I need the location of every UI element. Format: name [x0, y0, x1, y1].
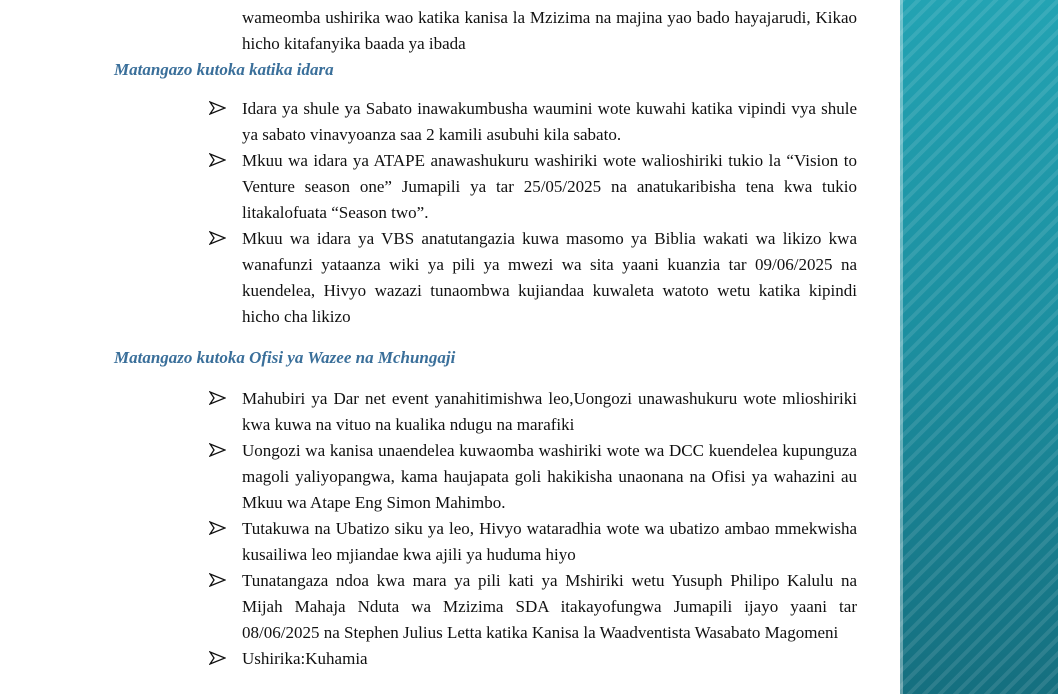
list-item: [0, 96, 857, 148]
departments-announcement-list: [0, 96, 857, 330]
arrowhead-bullet-icon: [209, 101, 226, 115]
list-item-text: Idara ya shule ya Sabato inawakumbusha waumini wote kuwahi katika vipindi vya shule ya sabato vinavyoanza saa 2 kamili asubuhi kila sabato.: [242, 99, 857, 144]
arrowhead-bullet-icon: [209, 573, 226, 587]
arrowhead-bullet-icon: [209, 153, 226, 167]
list-item: [0, 516, 857, 568]
list-item-text: Mkuu wa idara ya VBS anatutangazia kuwa masomo ya Biblia wakati wa likizo kwa wanafunzi yataanza wiki ya pili ya mwezi wa sita yaani kuanzia tar 09/06/2025 na kuendelea, Hivyo wazazi tunaombwa kujiandaa kuwaleta watoto wetu katika kipindi hicho cha likizo: [242, 229, 857, 326]
list-item: [0, 568, 857, 646]
section-heading-departments: Matangazo kutoka katika idara: [114, 60, 334, 79]
decorative-side-band: [900, 0, 1058, 694]
arrowhead-bullet-icon: [209, 651, 226, 665]
arrowhead-bullet-icon: [209, 391, 226, 405]
list-item-text: Mkuu wa idara ya ATAPE anawashukuru washiriki wote walioshiriki tukio la “Vision to Venture season one” Jumapili ya tar 25/05/2025 na anatukaribisha tena kwa tukio litakalofuata “Season two”.: [242, 151, 857, 222]
list-item-text: Tutakuwa na Ubatizo siku ya leo, Hivyo wataradhia wote wa ubatizo ambao mmekwisha kusailiwa leo mjiandae kwa ajili ya huduma hiyo: [242, 519, 857, 564]
list-item: [0, 438, 857, 516]
continued-paragraph: wameomba ushirika wao katika kanisa la Mzizima na majina yao bado hayajarudi, Kikao hicho kitafanyika baada ya ibada: [242, 8, 857, 53]
arrowhead-bullet-icon: [209, 521, 226, 535]
section-heading-elders-office: Matangazo kutoka Ofisi ya Wazee na Mchungaji: [114, 348, 456, 367]
list-item: [0, 386, 857, 438]
list-item: [0, 148, 857, 226]
list-item: [0, 646, 857, 672]
list-item-text: Tunatangaza ndoa kwa mara ya pili kati ya Mshiriki wetu Yusuph Philipo Kalulu na Mijah Mahaja Nduta wa Mzizima SDA itakayofungwa Jumapili ijayo yaani tar 08/06/2025 na Stephen Julius Letta katika Kanisa la Waadventista Wasabato Magomeni: [242, 571, 857, 642]
arrowhead-bullet-icon: [209, 443, 226, 457]
list-item-text: Mahubiri ya Dar net event yanahitimishwa leo,Uongozi unawashukuru wote mlioshiriki kwa kuwa na vituo na kualika ndugu na marafiki: [242, 389, 857, 434]
list-item: [0, 226, 857, 330]
elders-announcement-list: [0, 386, 857, 672]
arrowhead-bullet-icon: [209, 231, 226, 245]
list-item-text: Uongozi wa kanisa unaendelea kuwaomba washiriki wote wa DCC kuendelea kupunguza magoli yaliyopangwa, kama haujapata goli hakikisha unaonana na Ofisi ya wahazini au Mkuu wa Atape Eng Simon Mahimbo.: [242, 441, 857, 512]
list-item-text: Ushirika:Kuhamia: [242, 649, 368, 668]
